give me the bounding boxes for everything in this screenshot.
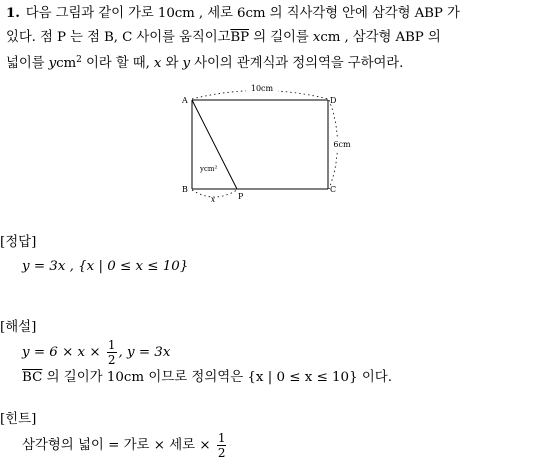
problem-line2-text-c: cm , 삼각형 ABP 의 bbox=[320, 29, 441, 45]
problem-line2-text-a: 있다. 점 P 는 점 B, C 사이를 움직이고 bbox=[6, 29, 231, 45]
answer-title: [정답] bbox=[0, 235, 37, 250]
hint-text: 삼각형의 넓이 = 가로 × 세로 × bbox=[22, 438, 211, 453]
unit-cm: cm bbox=[56, 56, 77, 71]
explanation-section bbox=[0, 318, 392, 388]
area-label: ycm² bbox=[200, 165, 218, 173]
vertex-a: A bbox=[182, 96, 188, 105]
explanation-line2-text: 의 길이가 10cm 이므로 정의역은 {x | 0 ≤ x ≤ 10} 이다. bbox=[42, 370, 392, 385]
hint-line bbox=[22, 430, 228, 462]
vertex-d: D bbox=[330, 96, 337, 105]
right-dim-label: 6cm bbox=[333, 140, 351, 149]
problem-line3-text-b: 이라 할 때, bbox=[81, 56, 154, 71]
var-x-2: x bbox=[153, 56, 162, 71]
problem-line-1 bbox=[6, 2, 530, 26]
problem-line-3 bbox=[6, 49, 530, 76]
hint-section bbox=[0, 410, 228, 462]
segment-bc: $\overline{BC}$ bbox=[22, 370, 43, 385]
vertex-b: B bbox=[182, 185, 188, 194]
hint-fraction bbox=[217, 431, 227, 460]
problem-line3-text-a: 넓이를 bbox=[6, 56, 49, 71]
var-y: y bbox=[48, 56, 57, 71]
explanation-frac-num: 1 bbox=[107, 338, 116, 352]
var-x: x bbox=[312, 29, 321, 45]
var-y-2: y bbox=[182, 56, 190, 71]
answer-section bbox=[0, 233, 188, 277]
answer-text: y = 3x , {x | 0 ≤ x ≤ 10} bbox=[22, 259, 189, 274]
bottom-dim-label: x bbox=[210, 195, 216, 204]
point-p: P bbox=[238, 192, 244, 201]
hint-title: [힌트] bbox=[0, 412, 37, 427]
explanation-eq-b: , y = 3x bbox=[118, 345, 171, 360]
explanation-line-1 bbox=[22, 338, 392, 368]
unit-exponent: 2 bbox=[76, 55, 82, 65]
rectangle-figure bbox=[178, 84, 354, 206]
top-dim-label: 10cm bbox=[250, 84, 274, 93]
segment-bp: $\overline{BP}$ bbox=[230, 29, 250, 45]
figure-svg bbox=[178, 84, 354, 206]
problem-line1-text: 다음 그림과 같이 가로 10cm , 세로 6cm 의 직사각형 안에 삼각형 ABP 가 bbox=[25, 6, 460, 21]
explanation-frac-den: 2 bbox=[107, 353, 116, 367]
explanation-eq-a: y = 6 × x × bbox=[22, 345, 101, 360]
problem-line3-text-c: 와 bbox=[161, 56, 183, 71]
problem-line3-text-d: 사이의 관계식과 정의역을 구하여라. bbox=[189, 56, 404, 71]
vertex-c: C bbox=[330, 185, 337, 194]
problem-statement bbox=[6, 2, 530, 76]
problem-line2-text-b: 의 길이를 bbox=[249, 29, 313, 45]
hint-frac-den: 2 bbox=[217, 446, 226, 460]
explanation-title: [해설] bbox=[0, 320, 37, 335]
problem-number: 1. bbox=[6, 5, 20, 21]
explanation-fraction bbox=[107, 338, 117, 367]
hint-frac-num: 1 bbox=[217, 431, 226, 445]
problem-line-2 bbox=[6, 26, 530, 50]
segment-ap bbox=[192, 100, 237, 189]
explanation-line-2 bbox=[22, 368, 392, 388]
